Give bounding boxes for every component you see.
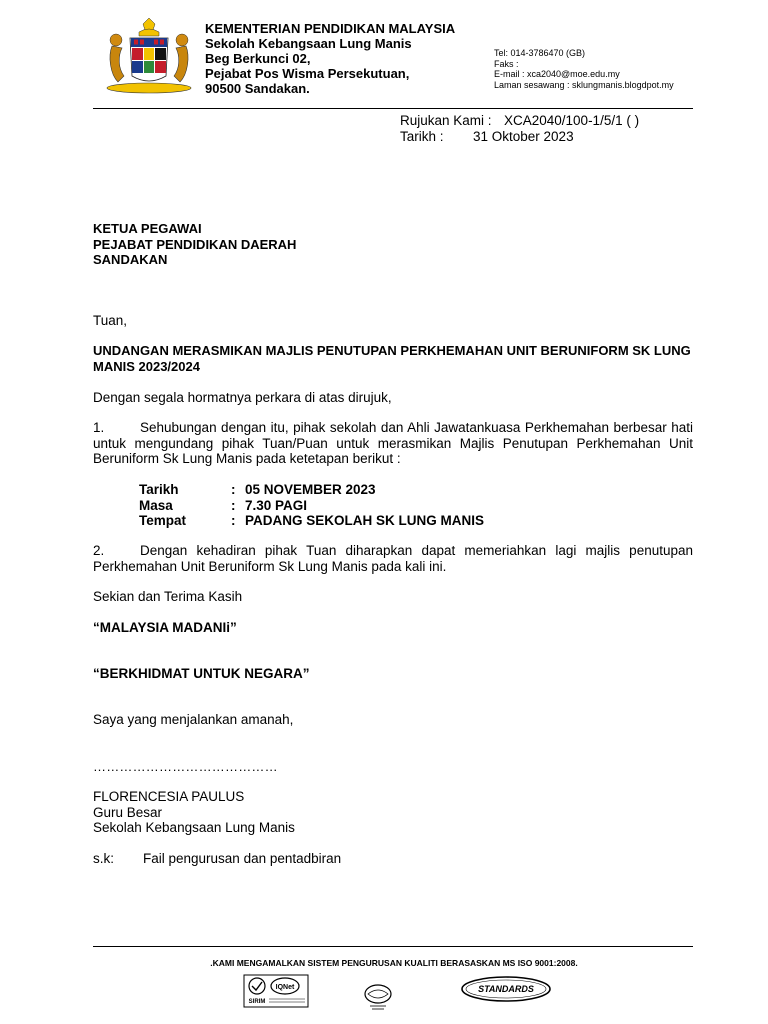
svg-text:IQNet: IQNet <box>275 984 295 991</box>
intro-line: Dengan segala hormatnya perkara di atas dirujuk, <box>93 390 392 405</box>
standards-label: STANDARDS <box>478 984 534 994</box>
detail-value: PADANG SEKOLAH SK LUNG MANIS <box>245 513 485 528</box>
detail-value: 05 NOVEMBER 2023 <box>245 482 376 497</box>
paragraph-number: 2. <box>93 543 105 558</box>
signatory-block <box>93 789 295 836</box>
detail-sep: : <box>231 513 236 528</box>
trust-line: Saya yang menjalankan amanah, <box>93 712 294 727</box>
recipient-line: KETUA PEGAWAI <box>93 221 202 236</box>
cc-value: Fail pengurusan dan pentadbiran <box>143 851 342 866</box>
paragraph-number: 1. <box>93 420 105 435</box>
detail-row-date <box>139 482 484 498</box>
recipient-address <box>93 221 296 268</box>
sirim-label: SIRIM <box>248 999 266 1005</box>
recipient-line: PEJABAT PENDIDIKAN DAERAH <box>93 236 297 252</box>
signatory-school: Sekolah Kebangsaan Lung Manis <box>93 820 295 835</box>
reference-block <box>400 113 639 145</box>
slogan-madani: “MALAYSIA MADANIi” <box>93 620 237 635</box>
address-line-3: 90500 Sandakan. <box>205 81 310 96</box>
telephone: Tel: 014-3786470 (GB) <box>494 48 586 58</box>
quality-emblem-logo <box>360 982 396 1012</box>
standards-logo <box>460 975 552 1003</box>
footer-divider <box>93 946 693 947</box>
recipient-line: SANDAKAN <box>93 252 168 267</box>
cc-label: s.k: <box>93 851 115 866</box>
event-details <box>139 482 484 529</box>
address-line-1: Beg Berkunci 02, <box>205 51 311 66</box>
email: E-mail : xca2040@moe.edu.my <box>494 69 620 79</box>
coat-of-arms-logo <box>104 16 194 96</box>
header-divider <box>93 108 693 109</box>
reference-label: Rujukan Kami : <box>400 113 492 128</box>
sirim-certification-logo <box>243 974 309 1008</box>
detail-label: Tarikh <box>139 482 179 497</box>
detail-row-place <box>139 513 484 529</box>
signatory-name: FLORENCESIA PAULUS <box>93 789 245 804</box>
detail-label: Masa <box>139 497 173 513</box>
paragraph-text: Sehubungan dengan itu, pihak sekolah dan Ahli Jawatankuasa Perkhemahan berbesar hati untuk mengundang pihak Tuan/Puan untuk merasmikan Majlis Penutupan Perkhemahan Unit Beruniform Sk Lung Manis pada ketetapan berikut : <box>93 420 693 466</box>
school-name: Sekolah Kebangsaan Lung Manis <box>205 36 412 51</box>
signature-line: …………………………………… <box>93 759 278 774</box>
ministry-name: KEMENTERIAN PENDIDIKAN MALAYSIA <box>205 21 456 36</box>
quality-statement: .KAMI MENGAMALKAN SISTEM PENGURUSAN KUALITI BERASASKAN MS ISO 9001:2008. <box>210 958 578 968</box>
website: Laman sesawang : sklungmanis.blogdpot.my <box>494 79 674 90</box>
letterhead-address <box>205 21 455 96</box>
detail-value: 7.30 PAGI <box>245 497 308 513</box>
carbon-copy <box>93 851 341 866</box>
paragraph-2 <box>93 543 693 574</box>
address-line-2: Pejabat Pos Wisma Persekutuan, <box>205 66 410 81</box>
contact-info <box>494 48 674 90</box>
date-value: 31 Oktober 2023 <box>473 129 574 144</box>
letter-subject: UNDANGAN MERASMIKAN MAJLIS PENUTUPAN PERKHEMAHAN UNIT BERUNIFORM SK LUNG MANIS 2023/2024 <box>93 343 691 374</box>
detail-row-time <box>139 498 484 514</box>
paragraph-text: Dengan kehadiran pihak Tuan diharapkan dapat memeriahkan lagi majlis penutupan Perkhemahan Unit Beruniform Sk Lung Manis pada kali ini. <box>93 543 693 574</box>
paragraph-1 <box>93 420 693 467</box>
reference-value: XCA2040/100-1/5/1 ( ) <box>504 113 640 128</box>
detail-sep: : <box>231 497 236 513</box>
slogan-berkhidmat: “BERKHIDMAT UNTUK NEGARA” <box>93 666 310 681</box>
salutation: Tuan, <box>93 313 128 328</box>
date-label: Tarikh : <box>400 129 444 144</box>
detail-sep: : <box>231 482 236 497</box>
detail-label: Tempat <box>139 513 187 528</box>
fax: Faks : <box>494 58 519 69</box>
signatory-title: Guru Besar <box>93 804 163 820</box>
closing-line: Sekian dan Terima Kasih <box>93 589 243 604</box>
